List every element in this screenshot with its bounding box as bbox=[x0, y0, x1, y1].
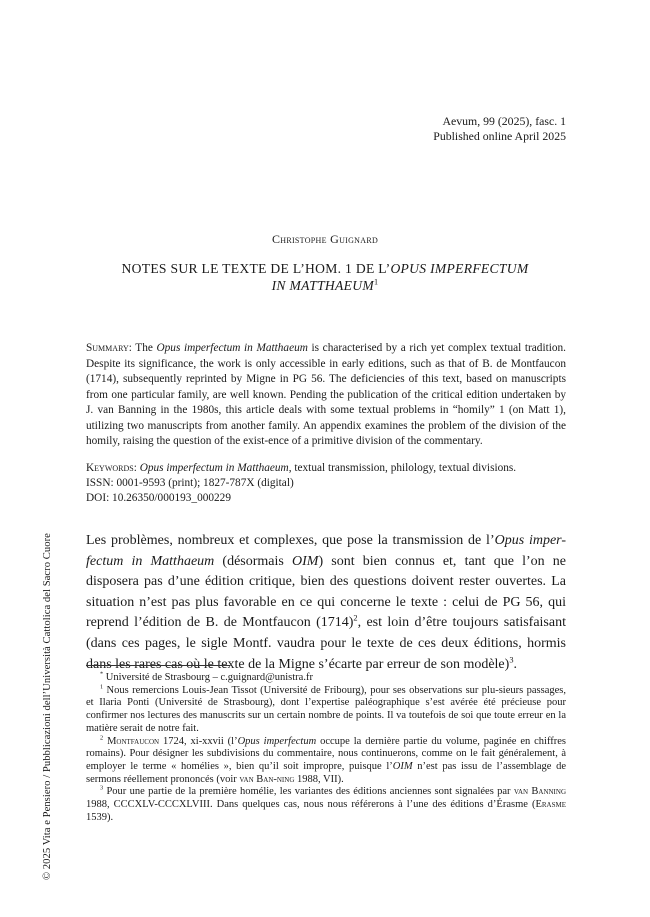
title-italic-1: OPUS IMPERFECTUM bbox=[390, 261, 529, 276]
publication-date: Published online April 2025 bbox=[433, 129, 566, 143]
footnote-smallcaps: Erasme bbox=[535, 799, 566, 811]
keywords-text: : bbox=[133, 462, 140, 474]
footnote-smallcaps: van Ban-ning bbox=[239, 773, 295, 785]
footnote-text: 1988, CCCXLV-CCCXLVIII. Dans quelques cas, nous nous référerons à l’une des éditions d’Érasme ( bbox=[86, 799, 536, 811]
footnote-italic: Opus imperfectum bbox=[237, 735, 317, 747]
body-paragraph bbox=[86, 531, 566, 675]
abstract-text: is characterised by a rich yet complex textual tradition. Despite its significance, the work is only accessible in early editions, such as that of B. de Montfaucon (1714), subsequently reprinted by Migne in PG 56. The deficiencies of this text, based on manuscripts from one particular family, are well known. Pending the publication of the critical edition undertaken by J. van Banning in the 1980s, this article deals with some textual problems in “homily” 1 (on Matt 1), utilizing two manuscripts from another family. An appendix examines the problem of the division of the homily, raising the question of the exist-ence of a primitive division of the commentary. bbox=[86, 342, 566, 447]
footnote-smallcaps: van Banning bbox=[513, 786, 566, 798]
footnote-italic: OIM bbox=[392, 760, 413, 772]
keywords-block bbox=[86, 461, 566, 505]
doi-line: DOI: 10.26350/000193_000229 bbox=[86, 491, 231, 504]
footnote-smallcaps: Montfaucon bbox=[107, 735, 160, 747]
keywords-text: , textual transmission, philology, textual divisions. bbox=[288, 462, 517, 474]
footnote-text: occupe la dernière partie du volume, paginée en chiffres romains). Pour désigner les subdivisions du commentaire, nous continuerons, comme on le fait généralement, à employer le terme « homélies », bien qu’il soit impropre, puisque l’ bbox=[86, 735, 567, 772]
article-title bbox=[100, 260, 550, 294]
footnote-ref: 3 bbox=[509, 654, 514, 664]
body-text: ) sont bien connus et, tant que l’on ne disposera pas d’une édition critique, bien des questions doivent rester ouvertes. La situation n’est pas plus favorable en ce qui concerne le texte : celui de PG 56, qui reprend l’édition de B. de Montfaucon (1714) bbox=[86, 553, 566, 631]
body-text: . bbox=[513, 656, 517, 672]
issn-line: ISSN: 0001-9593 (print); 1827-787X (digital) bbox=[86, 476, 294, 489]
footnote-2 bbox=[86, 736, 566, 787]
body-text: , est loin d’être toujours satisfaisant (dans ces pages, le sigle Montf. vaudra pour le texte de ces deux éditions, hormis dans les rares cas où le texte de la Migne s’écarte par erreur de son modèle) bbox=[86, 615, 566, 672]
body-italic: OIM bbox=[292, 553, 319, 569]
keywords-line bbox=[86, 461, 566, 476]
footnote-star bbox=[86, 672, 566, 685]
footnote-mark: * bbox=[100, 670, 104, 678]
footnote-text: Pour une partie de la première homélie, les variantes des éditions anciennes sont signalées par bbox=[103, 786, 514, 798]
footnote-divider bbox=[86, 665, 230, 666]
footnote-1 bbox=[86, 685, 566, 736]
footnote-mark: 1 bbox=[100, 683, 104, 691]
copyright-sidebar: © 2025 Vita e Pensiero / Pubblicazioni dell’Università Cattolica del Sacro Cuore bbox=[42, 533, 53, 880]
body-italic: Opus imper-fectum in Matthaeum bbox=[86, 533, 566, 569]
journal-citation: Aevum, 99 (2025), fasc. 1 bbox=[442, 114, 566, 128]
author-name: Christophe Guignard bbox=[271, 232, 379, 246]
title-italic-2: IN MATTHAEUM bbox=[271, 278, 374, 293]
body-text: (désormais bbox=[214, 553, 293, 569]
footnote-mark: 2 bbox=[100, 734, 104, 742]
footnote-mark: 3 bbox=[100, 784, 104, 792]
title-footnote-ref: 1 bbox=[374, 277, 379, 287]
abstract-italic: Opus imperfectum in Matthaeum bbox=[156, 342, 308, 354]
footnote-3 bbox=[86, 786, 566, 824]
body-text: Les problèmes, nombreux et complexes, que pose la transmission de l’ bbox=[86, 533, 495, 548]
footnote-text: Université de Strasbourg – c.guignard@unistra.fr bbox=[103, 672, 313, 683]
keywords-label: Keywords bbox=[86, 462, 134, 474]
abstract-label: Summary bbox=[86, 342, 129, 354]
footnote-text: n’est pas issu de l’assemblage de sermons réellement prononcés (voir bbox=[86, 760, 566, 785]
journal-header bbox=[433, 114, 566, 144]
footnote-ref: 2 bbox=[353, 613, 358, 623]
abstract-text: : The bbox=[128, 342, 157, 354]
footnotes bbox=[86, 672, 566, 824]
footnote-text: Nous remercions Louis-Jean Tissot (Université de Fribourg), pour ses observations sur plu-sieurs passages, et Ilaria Ponti (Université de Strasbourg), dont l’expertise paléographique s’est avérée été précieuse pour confirmer nos lectures des manuscrits sur un certain nombre de points. Il va toutefois de soi que toute erreur en la matière serait de notre fait. bbox=[86, 684, 566, 734]
abstract bbox=[86, 341, 566, 450]
title-text: NOTES SUR LE TEXTE DE L’HOM. 1 DE L’ bbox=[121, 261, 391, 276]
footnote-text: 1724, xi-xxvii (l’ bbox=[159, 735, 238, 747]
footnote-text: 1988, VII). bbox=[294, 773, 344, 785]
footnote-text: 1539). bbox=[86, 811, 114, 823]
keywords-italic: Opus imperfectum in Matthaeum bbox=[139, 462, 289, 474]
